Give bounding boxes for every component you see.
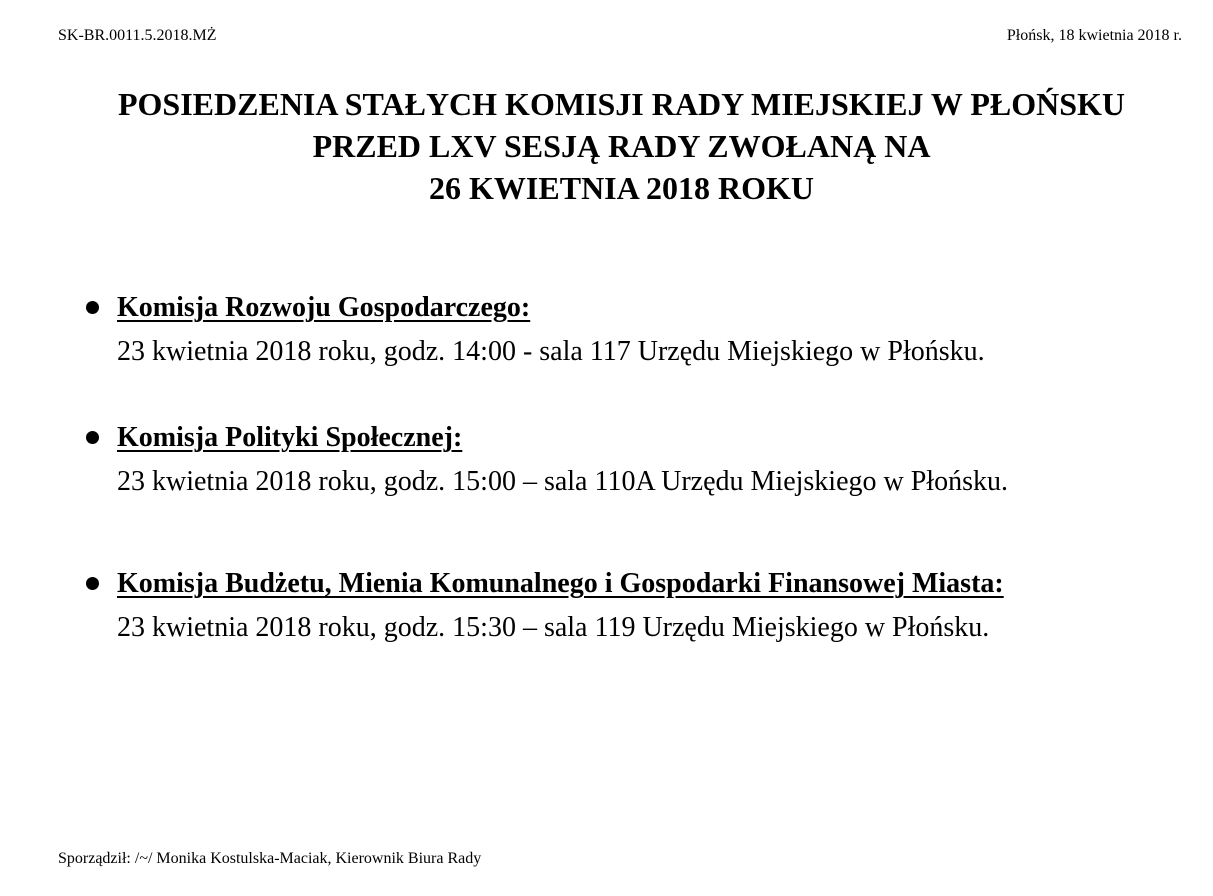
committee-name: Komisja Polityki Społecznej:: [117, 422, 463, 453]
bullet-icon: [86, 577, 99, 590]
title-line-2: PRZED LXV SESJĄ RADY ZWOŁANĄ NA: [312, 128, 931, 164]
document-title: [20, 83, 1213, 209]
bullet-icon: [86, 301, 99, 314]
meeting-details: 23 kwietnia 2018 roku, godz. 15:00 – sala 110A Urzędu Miejskiego w Płońsku.: [117, 466, 1008, 497]
committee-name: Komisja Rozwoju Gospodarczego:: [117, 292, 531, 323]
meeting-details: 23 kwietnia 2018 roku, godz. 14:00 - sala 117 Urzędu Miejskiego w Płońsku.: [117, 336, 985, 367]
committee-name: Komisja Budżetu, Mienia Komunalnego i Gospodarki Finansowej Miasta:: [117, 568, 1004, 599]
prepared-by-note: Sporządził: /~/ Monika Kostulska-Maciak, Kierownik Biura Rady: [58, 850, 482, 867]
document-reference-number: SK-BR.0011.5.2018.MŻ: [58, 27, 217, 44]
place-and-date: Płońsk, 18 kwietnia 2018 r.: [1006, 27, 1182, 44]
meeting-details: 23 kwietnia 2018 roku, godz. 15:30 – sala 119 Urzędu Miejskiego w Płońsku.: [117, 612, 990, 643]
bullet-icon: [86, 431, 99, 444]
title-line-1: POSIEDZENIA STAŁYCH KOMISJI RADY MIEJSKIEJ W PŁOŃSKU: [117, 86, 1125, 122]
title-line-3: 26 KWIETNIA 2018 ROKU: [429, 170, 814, 206]
